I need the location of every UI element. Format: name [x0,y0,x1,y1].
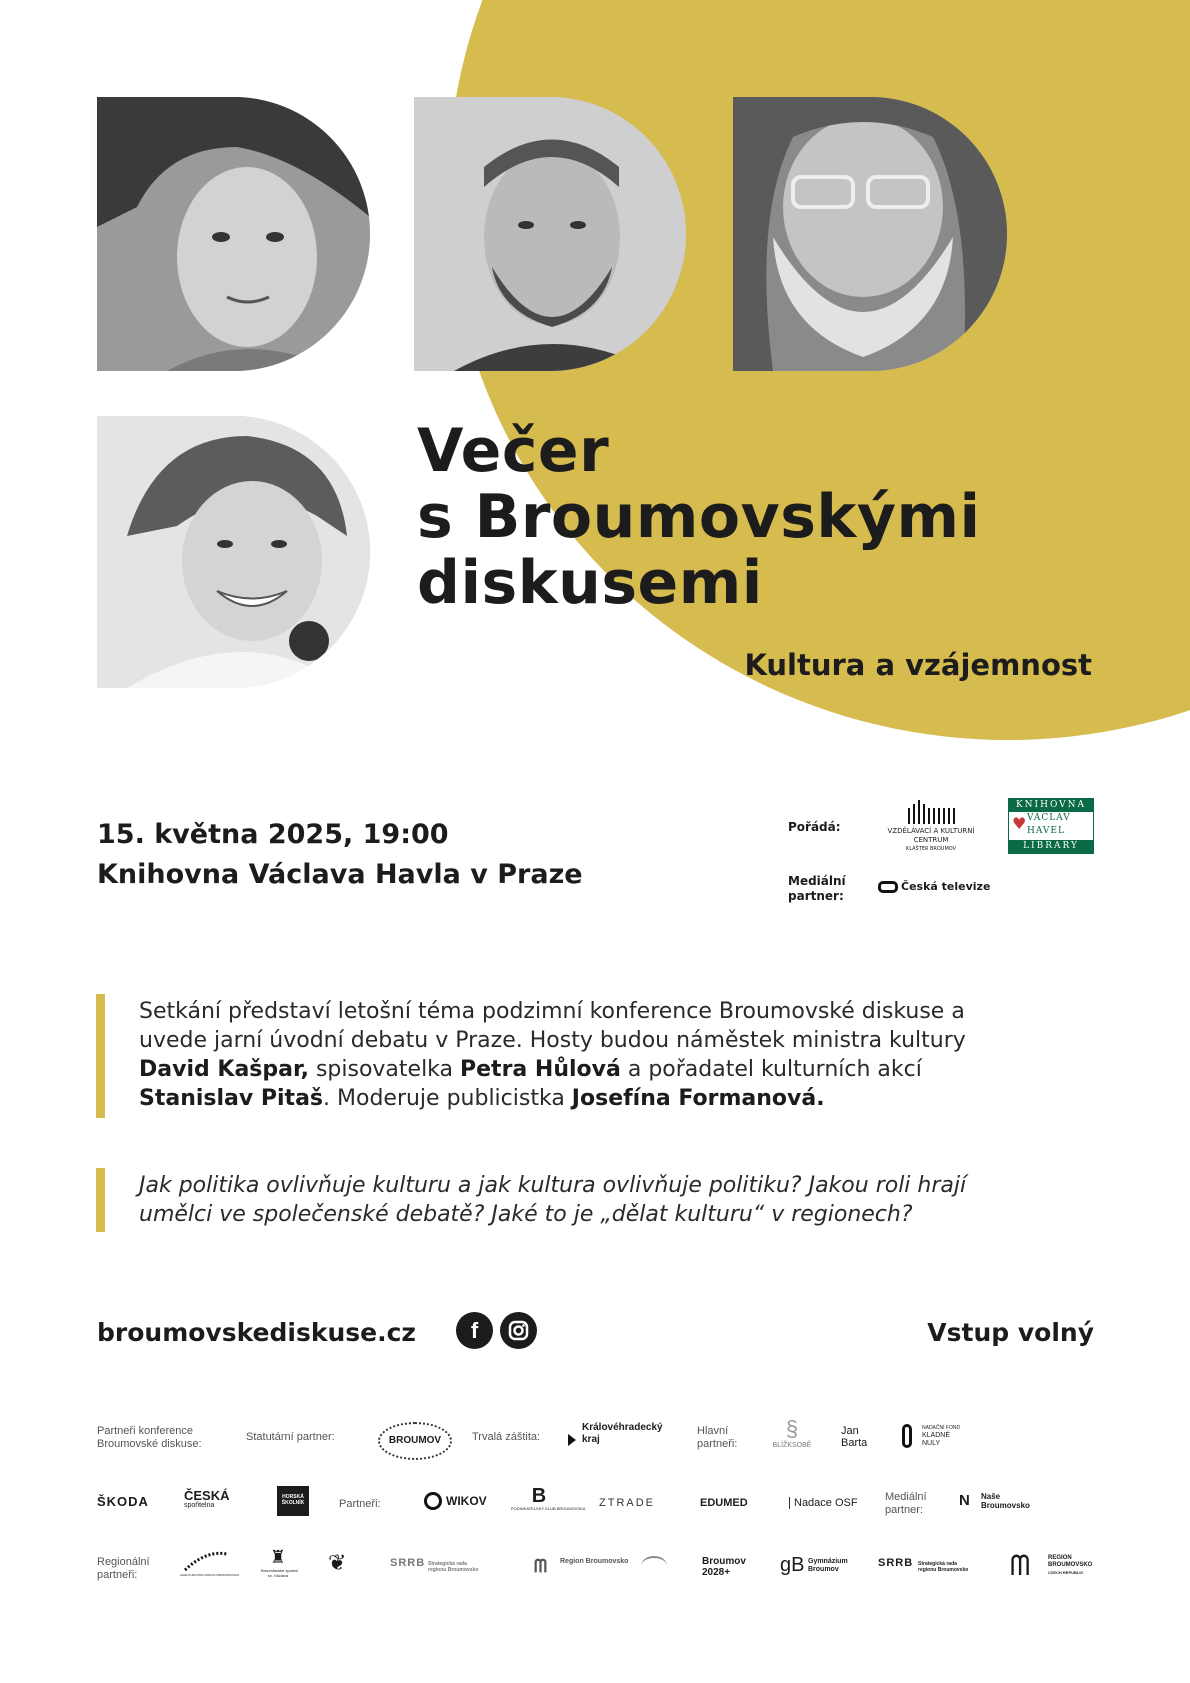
khvl-line-3: HAVEL [1027,826,1065,836]
region-broumovsko-logo: ᗰ Region Broumovsko [534,1556,629,1576]
skoda-logo: ŠKODA [97,1494,149,1509]
gymnazium-broumov-logo: gB Gymnázium Broumov [780,1554,848,1576]
guest-stanislav-pitas: Stanislav Pitaš [139,1086,324,1111]
portrait-josefina-formanova [97,416,370,688]
title-line-2: s Broumovskými [417,482,981,552]
title-line-3: diskusemi [417,548,763,618]
mountain-icon-large: ᗰ [1010,1550,1031,1581]
ceska-televize-name: Česká televize [901,880,991,893]
b-icon: B [531,1485,547,1507]
building-icon [906,798,956,824]
event-title [417,418,1177,616]
nase-broumovsko-logo: N Naše Broumovsko [959,1492,1030,1510]
srrb-logo: SRRB Strategická rada regionu Broumovsko [878,1557,969,1573]
zero-icon [902,1424,912,1448]
questions-paragraph: Jak politika ovlivňuje kulturu a jak kultura ovlivňuje politiku? Jakou roli hrají umělci ve společenské debatě? Jaké to je „dělat kulturu“ v regionech? [139,1173,967,1227]
podnikatelsky-klub-logo: B PODNIKATELSKÝ KLUB BROUMOVSKA [511,1485,586,1511]
instagram-icon[interactable] [500,1312,537,1349]
note-icon: § [785,1416,799,1441]
event-info [97,815,583,895]
wave-icon [183,1550,229,1572]
horska-skolnik-logo: HORSKÁ ŠKOLNÍK [277,1486,309,1516]
arrow-icon [568,1434,576,1446]
event-date-time: 15. května 2025, 19:00 [97,819,449,850]
organizers-block [788,798,1098,908]
questions-accent-bar [96,1168,105,1232]
website-link[interactable]: broumovskediskuse.cz [97,1318,416,1347]
main-partners-label: Hlavní partneři: [697,1425,738,1450]
description-paragraph: Setkání představí letošní téma podzimní konference Broumovské diskuse a uvede jarní úvodní debatu v Praze. Hosty budou náměstek ministra kultury David Kašpar, spisovatelka Petra Hůlová a pořadatel kulturních akcí Stanislav Pitaš. Moderuje publicistka Josefína Formanová. [139,999,966,1111]
media-partner-label: Mediální partner: [788,874,846,903]
regional-partners-label: Regionální partneři: [97,1556,150,1581]
crest-icon: ♜ [269,1547,287,1567]
ztrade-logo: ZTRADE [599,1497,655,1509]
wikov-logo: WIKOV [424,1495,487,1507]
mountain-icon: ᗰ [534,1556,547,1576]
srrb-logo-light: SRRB Strategická rada regionu Broumovsko [390,1557,479,1573]
khvl-line-2: VÁCLAV [1027,813,1071,823]
arc-icon [641,1556,667,1576]
broumov-logo: BROUMOV [378,1422,452,1460]
organizer-label: Pořádá: [788,820,841,834]
khvl-line-4: LIBRARY [1009,840,1093,853]
partners-label: Partneři: [339,1498,381,1510]
vzdelavaci-line-1: VZDĚLÁVACÍ A KULTURNÍ [887,827,975,835]
vzdelavaci-centrum-logo [876,798,986,854]
conference-partners-label: Partneři konference Broumovské diskuse: [97,1425,202,1450]
statutory-partner-label: Statutární partner: [246,1431,335,1443]
media-partner-row-label: Mediální partner: [885,1491,927,1516]
spolek-logo: ♜ Broumlánské spolení sv. Václava [261,1547,299,1578]
facebook-icon[interactable]: f [456,1312,493,1349]
portrait-david-kaspar [414,97,686,371]
event-venue: Knihovna Václava Havla v Praze [97,859,583,890]
moderator-josefina-formanova: Josefína Formanová. [571,1086,825,1111]
nb-icon: N [959,1492,970,1509]
agentura-logo: AGENTURA PRO ROZVOJ BROUMOVSKA [180,1550,232,1577]
description-accent-bar [96,994,105,1118]
gear-icon [424,1492,442,1510]
portrait-petra-hulova [97,97,370,371]
khvl-line-1: KNIHOVNA [1009,799,1093,812]
title-line-1: Večer [417,416,610,486]
leaf-icon: ❦ [328,1550,347,1575]
blizksobe-logo: § BLÍŽKSOBĚ [764,1416,820,1450]
knihovna-vaclava-havla-logo [1008,798,1094,854]
vzdelavaci-line-3: KLÁŠTER BROUMOV [905,846,957,852]
patronage-label: Trvalá záštita: [472,1431,541,1443]
srrb-mark-light: SRRB [390,1557,426,1569]
jan-barta-logo: Jan Barta [841,1425,868,1449]
kladne-nuly-logo: NADAČNÍ FOND KLADNÉ NULY [902,1424,960,1448]
event-subtitle: Kultura a vzájemnost [744,648,1092,682]
guest-petra-hulova: Petra Hůlová [460,1057,621,1082]
edumed-logo: EDUMED [700,1497,748,1509]
portrait-stanislav-pitas [733,97,1007,371]
vzdelavaci-line-2: CENTRUM [913,836,949,844]
tv-icon [878,881,898,893]
ceska-sporitelna-logo: ČESKÁ spořitelna [184,1488,230,1509]
kralovehradecky-kraj-logo: Královéhradecký kraj [568,1422,663,1446]
guest-david-kaspar: David Kašpar, [139,1057,309,1082]
nadace-osf-logo: Nadace OSF [789,1497,858,1509]
srrb-mark: SRRB [878,1557,914,1569]
broumov-2028-logo: Broumov 2028+ [702,1556,746,1578]
gb-icon: gB [780,1554,805,1576]
ceska-televize-logo [878,880,990,893]
region-broumovsko-czech-logo: ᗰ REGION BROUMOVSKO CZECH REPUBLIC [1010,1550,1093,1581]
heart-icon: ♥ [1012,814,1028,833]
free-entry: Vstup volný [927,1318,1094,1347]
